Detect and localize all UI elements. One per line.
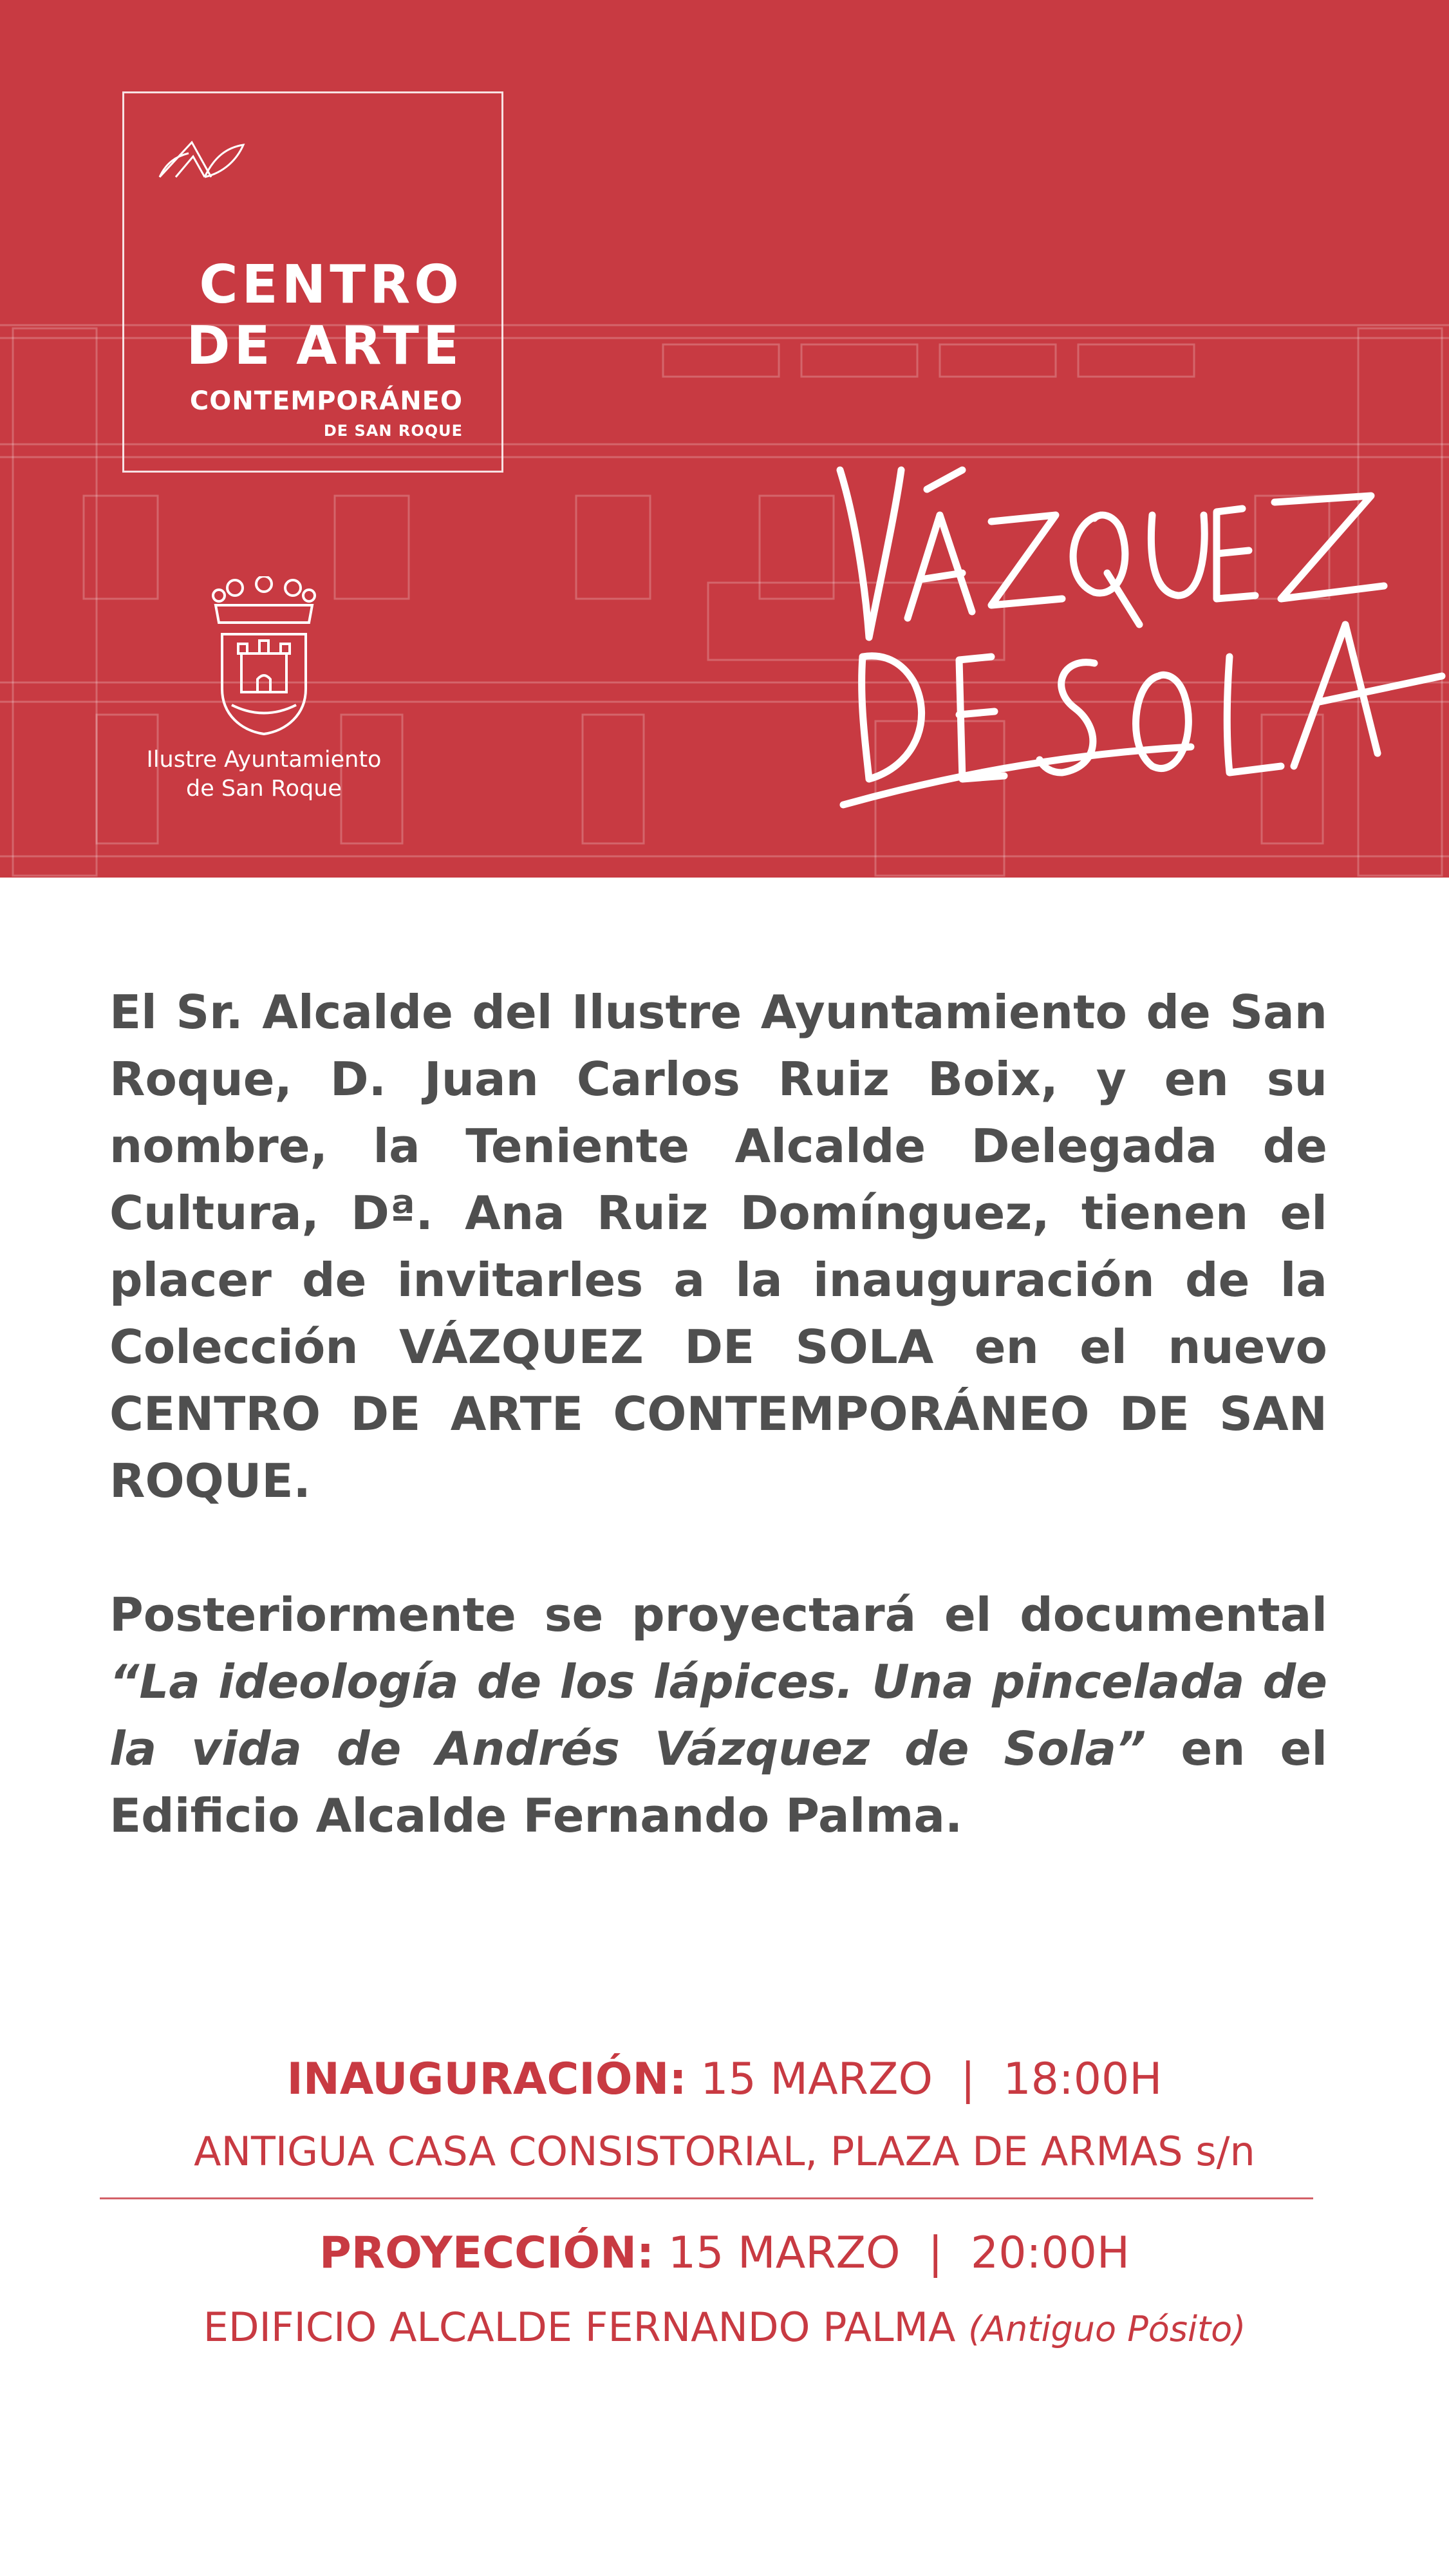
- logo-line-de-arte: DE ARTE: [186, 315, 463, 377]
- screening-place-line: [0, 2304, 1449, 2351]
- header-banner: [0, 0, 1449, 878]
- invitation-paragraph-2: [109, 1581, 1327, 1849]
- inauguration-label: INAUGURACIÓN:: [286, 2054, 687, 2105]
- art-centre-logo: [122, 91, 503, 473]
- council-name: [103, 746, 425, 804]
- logo-line-contemporaneo: CONTEMPORÁNEO: [189, 386, 463, 416]
- vazquez-de-sola-signature: [830, 444, 1448, 831]
- screening-place: EDIFICIO ALCALDE FERNANDO PALMA: [203, 2304, 956, 2351]
- paragraph-2-intro: Posteriormente se proyectará el documental: [109, 1588, 1327, 1642]
- logo-line-de-san-roque: DE SAN ROQUE: [323, 422, 463, 440]
- council-name-line2: de San Roque: [186, 776, 342, 802]
- screening-label: PROYECCIÓN:: [319, 2228, 655, 2279]
- inauguration-place: ANTIGUA CASA CONSISTORIAL, PLAZA DE ARMAS s/n: [194, 2128, 1255, 2175]
- council-name-line1: Ilustre Ayuntamiento: [146, 747, 382, 773]
- documentary-title: “La ideología de los lápices. Una pincelada de la vida de Andrés Vázquez de Sola”: [109, 1655, 1327, 1776]
- art-centre-mark-icon: [153, 137, 250, 182]
- invitation-paragraph-1: El Sr. Alcalde del Ilustre Ayuntamiento de San Roque, D. Juan Carlos Ruiz Boix, y en su nombre, la Teniente Alcalde Delegada de Cultura, Dª. Ana Ruiz Domínguez, tienen el placer de invitarles a la inauguración de la Colección VÁZQUEZ DE SOLA en el nuevo CENTRO DE ARTE CONTEMPORÁNEO DE SAN ROQUE.: [109, 985, 1327, 1508]
- inauguration-date-time: 15 MARZO | 18:00H: [700, 2054, 1163, 2105]
- paragraph-2-location: en el Edificio Alcalde Fernando Palma.: [109, 1722, 1327, 1843]
- events-divider: [100, 2197, 1313, 2199]
- screening-place-note: (Antiguo Pósito): [968, 2309, 1246, 2349]
- screening-date-time: 15 MARZO | 20:00H: [668, 2228, 1130, 2279]
- invitation-text: [109, 979, 1327, 1849]
- logo-line-centro: CENTRO: [199, 254, 463, 315]
- inauguration-schedule: [0, 2054, 1449, 2105]
- coat-of-arms-icon: [206, 576, 322, 737]
- screening-schedule: [0, 2228, 1449, 2279]
